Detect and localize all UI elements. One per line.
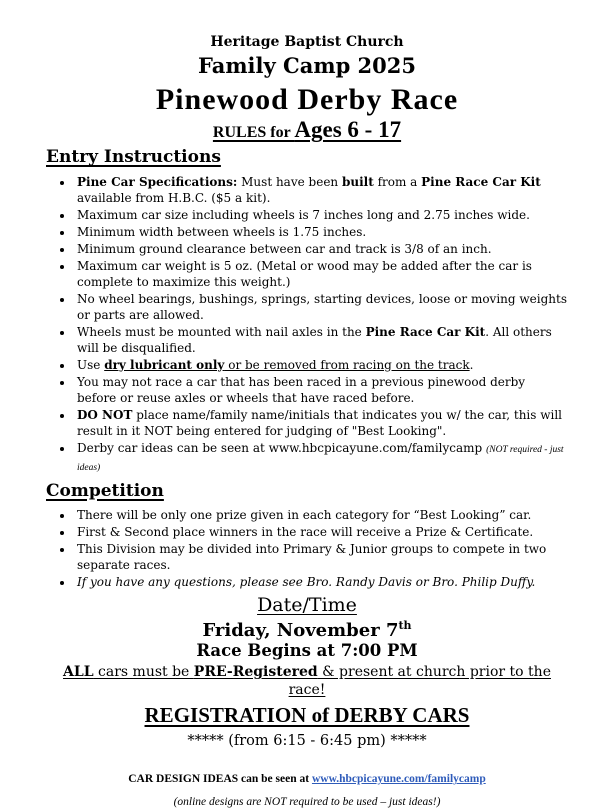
car-design-ideas-label: CAR DESIGN IDEAS can be seen at <box>128 773 312 786</box>
registration-time-window: ***** (from 6:15 - 6:45 pm) ***** <box>187 733 427 750</box>
competition-list <box>46 507 568 590</box>
text-segment: . <box>469 357 474 372</box>
list-item <box>74 357 568 373</box>
text-segment: & present at church prior to the race! <box>288 664 551 698</box>
rules-heading-row <box>46 117 568 143</box>
competition-section <box>46 477 568 590</box>
list-item <box>74 440 568 476</box>
text-segment: Minimum width between wheels is 1.75 inches. <box>77 224 367 239</box>
event-date-text: Friday, November 7 <box>202 619 399 641</box>
rules-ages: Ages 6 - 17 <box>294 117 402 143</box>
list-item <box>74 407 568 439</box>
text-segment: available from H.B.C. ($5 a kit). <box>77 190 271 205</box>
list-item <box>74 507 568 523</box>
text-segment: (NOT required - just ideas) <box>77 444 564 473</box>
text-segment: Maximum car size including wheels is 7 inches long and 2.75 inches wide. <box>77 207 530 222</box>
text-segment: Use <box>77 357 105 372</box>
text-segment: place name/family name/initials that indicates you w/ the car, this will result in it NOT being entered for judging of "Best Looking". <box>77 407 563 438</box>
text-segment: from a <box>373 174 422 189</box>
text-segment: Maximum car weight is 5 oz. (Metal or wood may be added after the car is complete to maximize this weight.) <box>77 258 532 289</box>
camp-title: Family Camp 2025 <box>197 52 417 78</box>
text-segment: Must have been <box>237 174 342 189</box>
list-item <box>74 524 568 540</box>
text-segment: dry lubricant only <box>104 357 225 372</box>
list-item <box>74 224 568 240</box>
text-segment: . All others will be disqualified. <box>77 324 552 355</box>
text-segment: No wheel bearings, bushings, springs, starting devices, loose or moving weights or parts are allowed. <box>77 291 567 322</box>
text-segment: There will be only one prize given in each category for “Best Looking” car. <box>77 507 532 522</box>
list-item <box>74 258 568 290</box>
church-name: Heritage Baptist Church <box>210 34 404 50</box>
list-item <box>74 241 568 257</box>
registration-heading: REGISTRATION of DERBY CARS <box>144 703 470 728</box>
entry-instructions-heading: Entry Instructions <box>46 147 221 168</box>
car-design-ideas-line <box>46 772 568 787</box>
list-item <box>74 374 568 406</box>
text-segment: Pine Car Specifications: <box>77 174 238 189</box>
list-item <box>74 541 568 573</box>
text-segment: cars must be <box>93 664 194 681</box>
text-segment: built <box>341 174 374 189</box>
text-segment: You may not race a car that has been raced in a previous pinewood derby before or reuse axles or wheels that have raced before. <box>77 374 526 405</box>
text-segment: Wheels must be mounted with nail axles in the <box>77 324 366 339</box>
rules-heading <box>212 117 402 143</box>
event-date <box>46 619 568 642</box>
text-segment: Pine Race Car Kit <box>421 174 541 189</box>
list-item <box>74 174 568 206</box>
list-item <box>74 207 568 223</box>
text-segment: ALL <box>63 664 94 681</box>
text-segment: DO NOT <box>77 407 133 422</box>
text-segment: First & Second place winners in the race will receive a Prize & Certificate. <box>77 524 534 539</box>
datetime-heading: Date/Time <box>257 593 357 616</box>
text-segment: or be removed from racing on the track <box>224 357 470 372</box>
text-segment: If you have any questions, please see Bro. Randy Davis or Bro. Philip Duffy. <box>77 574 536 589</box>
race-start-time: Race Begins at 7:00 PM <box>196 641 418 661</box>
competition-heading: Competition <box>46 480 164 501</box>
list-item <box>74 291 568 323</box>
familycamp-link[interactable]: www.hbcpicayune.com/familycamp <box>311 773 486 786</box>
entry-instructions-list <box>46 174 568 476</box>
list-item <box>74 324 568 356</box>
text-segment: This Division may be divided into Primary & Junior groups to compete in two separate races. <box>77 541 547 572</box>
event-date-ordinal: th <box>398 618 412 632</box>
text-segment: Pine Race Car Kit <box>365 324 486 339</box>
entry-instructions-section <box>46 143 568 475</box>
online-designs-note: (online designs are NOT required to be used – just ideas!) <box>173 796 441 809</box>
rules-prefix: RULES for <box>212 124 295 142</box>
list-item <box>74 574 568 590</box>
text-segment: PRE-Registered <box>193 664 318 681</box>
text-segment: Minimum ground clearance between car and track is 3/8 of an inch. <box>77 241 492 256</box>
text-segment: Derby car ideas can be seen at www.hbcpicayune.com/familycamp <box>77 440 487 455</box>
preregistration-note <box>46 664 568 699</box>
page-title: Pinewood Derby Race <box>155 82 459 116</box>
